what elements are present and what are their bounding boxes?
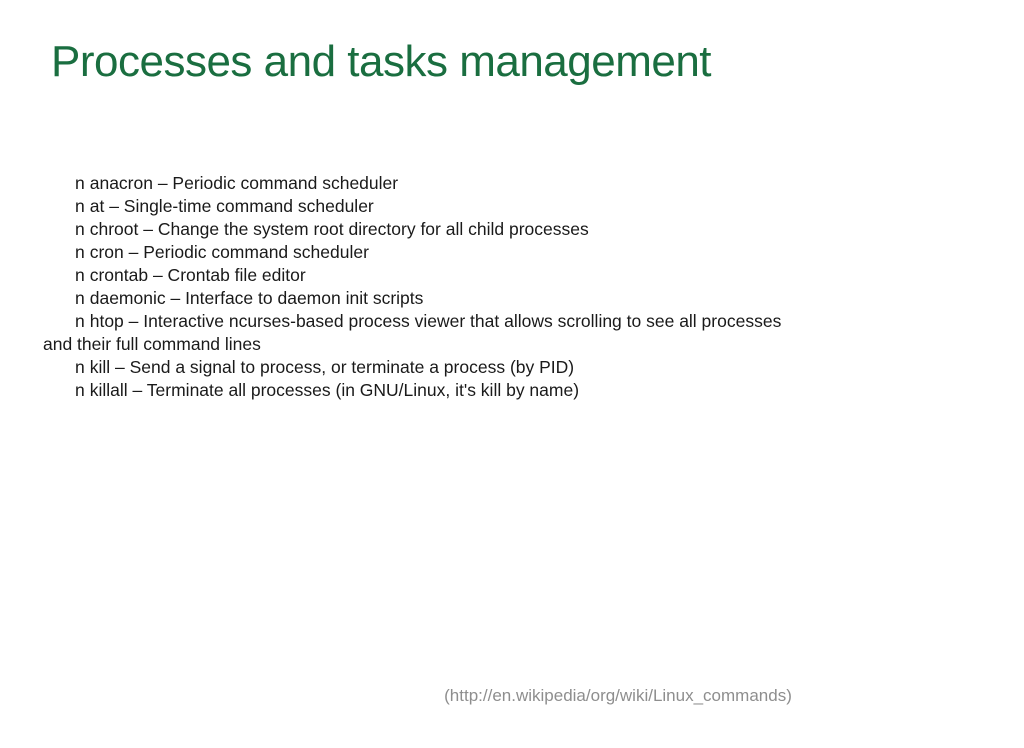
bullet-marker: n: [75, 242, 85, 262]
list-item: [43, 218, 781, 241]
list-item-text: chroot – Change the system root directory for all child processes: [89, 219, 589, 239]
list-item-text: htop – Interactive ncurses-based process viewer that allows scrolling to see all processes: [89, 311, 782, 331]
list-item: [43, 195, 781, 218]
source-url: (http://en.wikipedia/org/wiki/Linux_commands): [444, 686, 792, 705]
bullet-marker: n: [75, 357, 85, 377]
list-item-text: at – Single-time command scheduler: [89, 196, 374, 216]
list-item: [43, 287, 781, 310]
bullet-marker: n: [75, 380, 85, 400]
list-item: [43, 379, 781, 402]
list-item-text: crontab – Crontab file editor: [89, 265, 306, 285]
list-item: [43, 241, 781, 264]
slide-title: Processes and tasks management: [51, 37, 712, 86]
command-list: [43, 172, 781, 402]
bullet-marker: n: [75, 288, 85, 308]
list-item: [43, 264, 781, 287]
bullet-marker: n: [75, 311, 85, 331]
list-item-text: daemonic – Interface to daemon init scripts: [89, 288, 424, 308]
list-item: [43, 356, 781, 379]
bullet-marker: n: [75, 173, 85, 193]
bullet-marker: n: [75, 219, 85, 239]
list-item-text: killall – Terminate all processes (in GNU/Linux, it's kill by name): [89, 380, 580, 400]
list-item-text: and their full command lines: [43, 334, 261, 354]
list-item-text: anacron – Periodic command scheduler: [89, 173, 399, 193]
list-item: [43, 310, 781, 333]
list-item-text: kill – Send a signal to process, or terminate a process (by PID): [89, 357, 575, 377]
list-item-text: cron – Periodic command scheduler: [89, 242, 369, 262]
bullet-marker: n: [75, 196, 85, 216]
list-item-continuation: [43, 333, 781, 356]
bullet-marker: n: [75, 265, 85, 285]
list-item: [43, 172, 781, 195]
